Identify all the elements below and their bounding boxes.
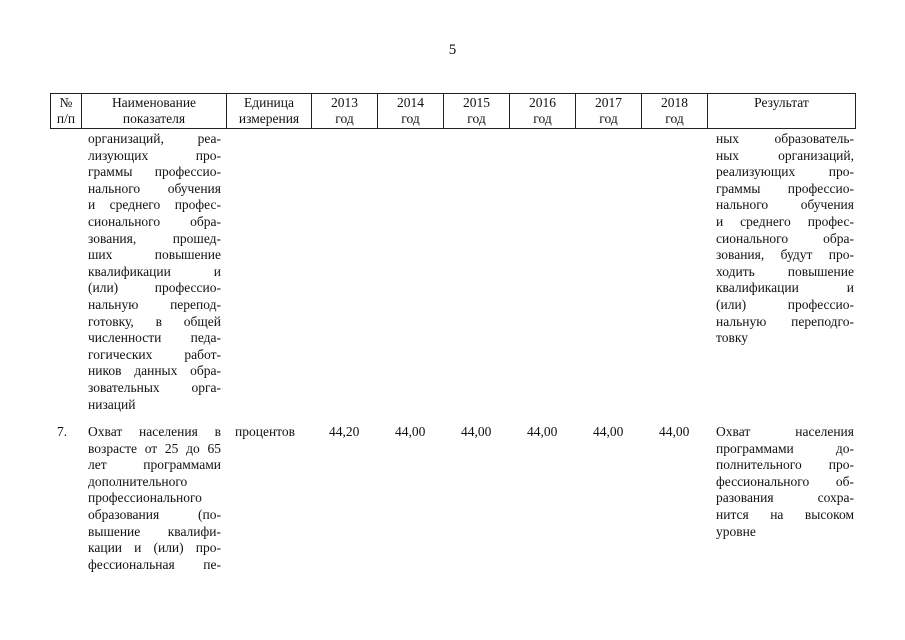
header-year-line: год — [467, 111, 486, 126]
text-line: готовку, в общей — [88, 313, 221, 329]
text-line: (или) профессио- — [716, 296, 854, 312]
text-line: лет программами — [88, 457, 221, 473]
text-line: организаций, реа- — [88, 131, 221, 146]
header-unit-line: измерения — [238, 111, 300, 126]
text-line: и среднего профес- — [88, 197, 221, 213]
continuation-result-cell — [716, 131, 854, 347]
text-line: товку — [716, 330, 748, 346]
header-year-line: год — [665, 111, 684, 126]
text-line: Охват населения в — [88, 424, 221, 439]
text-line: гогических работ- — [88, 346, 221, 362]
text-line: нального обучения — [716, 197, 854, 213]
text-line: ных организаций, — [716, 147, 854, 163]
page-number: 5 — [448, 42, 457, 58]
text-line: нальную переподго- — [716, 313, 854, 329]
header-name — [81, 93, 226, 129]
row-7-value-2018: 44,00 — [659, 424, 690, 439]
header-year-2017 — [575, 93, 641, 129]
row-7-unit: процентов — [235, 424, 296, 439]
header-unit-line: Единица — [243, 95, 294, 110]
text-line: граммы профессио- — [88, 164, 221, 180]
row-7-number: 7. — [57, 424, 68, 439]
text-line: образования (по- — [88, 506, 221, 522]
row-7-value-2013: 44,20 — [329, 424, 360, 439]
text-line: реализующих про- — [716, 164, 854, 180]
header-result — [707, 93, 856, 129]
header-name-line: показателя — [122, 111, 186, 126]
text-line: лизующих про- — [88, 147, 221, 163]
header-year-line: 2017 — [595, 95, 622, 110]
header-year-line: 2016 — [529, 95, 556, 110]
text-line: программами до- — [716, 440, 854, 456]
header-year-2015 — [443, 93, 509, 129]
header-result-line: Результат — [754, 95, 809, 110]
row-7-value-2016: 44,00 — [527, 424, 558, 439]
row-7-name-cell — [88, 424, 221, 573]
text-line: низаций — [88, 396, 136, 412]
text-line: нальную перепод- — [88, 296, 221, 312]
text-line: ных образователь- — [716, 131, 854, 146]
header-num-line: № — [59, 95, 73, 110]
row-7-value-2014: 44,00 — [395, 424, 426, 439]
header-year-2018 — [641, 93, 707, 129]
text-line: зования, прошед- — [88, 230, 221, 246]
header-num-line: п/п — [56, 111, 76, 126]
text-line: ников данных обра- — [88, 363, 221, 379]
text-line: зования, будут про- — [716, 247, 854, 263]
text-line: (или) профессио- — [88, 280, 221, 296]
text-line: ходить повышение — [716, 263, 854, 279]
text-line: возрасте от 25 до 65 — [88, 440, 221, 456]
header-year-line: год — [335, 111, 354, 126]
text-line: квалификации и — [88, 263, 221, 279]
header-unit — [226, 93, 311, 129]
text-line: разования сохра- — [716, 490, 854, 506]
text-line: фессиональная пе- — [88, 556, 221, 572]
header-year-line: год — [401, 111, 420, 126]
text-line: граммы профессио- — [716, 180, 854, 196]
text-line: сионального обра- — [716, 230, 854, 246]
text-line: дополнительного — [88, 473, 188, 489]
text-line: численности педа- — [88, 330, 221, 346]
row-7-value-2015: 44,00 — [461, 424, 492, 439]
text-line: уровне — [716, 523, 756, 539]
text-line: и среднего профес- — [716, 213, 854, 229]
header-year-2013 — [311, 93, 377, 129]
text-line: зовательных орга- — [88, 379, 221, 395]
text-line: нится на высоком — [716, 506, 854, 522]
text-line: полнительного про- — [716, 457, 854, 473]
text-line: Охват населения — [716, 424, 854, 439]
header-year-line: 2018 — [661, 95, 688, 110]
text-line: кации и (или) про- — [88, 540, 221, 556]
text-line: квалификации и — [716, 280, 854, 296]
text-line: профессионального — [88, 490, 202, 506]
header-year-2016 — [509, 93, 575, 129]
header-year-line: 2014 — [397, 95, 424, 110]
continuation-name-cell — [88, 131, 221, 413]
row-7-result-cell — [716, 424, 854, 540]
header-num — [50, 93, 81, 129]
text-line: сионального обра- — [88, 213, 221, 229]
text-line: ших повышение — [88, 247, 221, 263]
header-year-line: 2013 — [331, 95, 358, 110]
text-line: нального обучения — [88, 180, 221, 196]
row-7-value-2017: 44,00 — [593, 424, 624, 439]
header-name-line: Наименование — [111, 95, 197, 110]
header-year-2014 — [377, 93, 443, 129]
text-line: вышение квалифи- — [88, 523, 221, 539]
header-year-line: год — [599, 111, 618, 126]
text-line: фессионального об- — [716, 473, 854, 489]
header-year-line: 2015 — [463, 95, 490, 110]
header-year-line: год — [533, 111, 552, 126]
